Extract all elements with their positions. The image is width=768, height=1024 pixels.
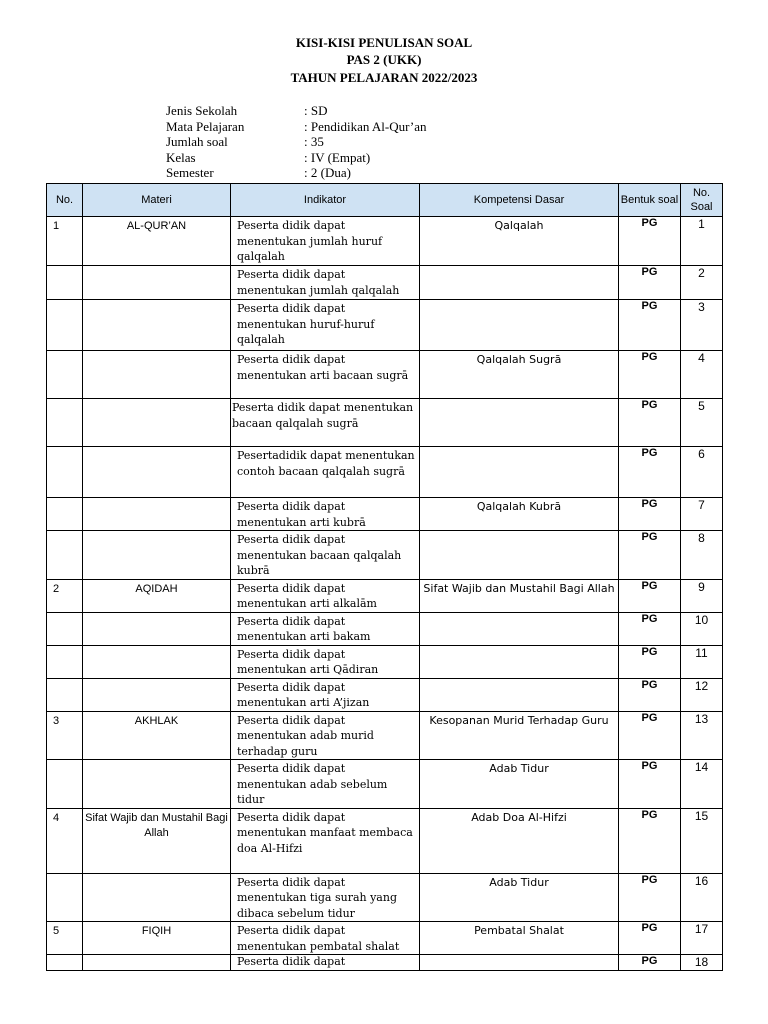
cell-indikator: Peserta didik dapat menentukan arti Qādiran bbox=[231, 645, 420, 678]
cell-no bbox=[47, 645, 83, 678]
cell-materi bbox=[83, 760, 231, 809]
cell-indikator: Peserta didik dapat menentukan tiga surah yang dibaca sebelum tidur bbox=[231, 873, 420, 922]
meta-row bbox=[166, 103, 427, 119]
document-subtitle: PAS 2 (UKK) bbox=[346, 52, 422, 67]
school-year: TAHUN PELAJARAN 2022/2023 bbox=[290, 70, 478, 85]
cell-materi bbox=[83, 678, 231, 711]
cell-indikator: Peserta didik dapat menentukan bacaan qalqalah kubrā bbox=[231, 531, 420, 580]
cell-no-soal: 8 bbox=[681, 531, 723, 580]
cell-no bbox=[47, 873, 83, 922]
meta-label: Kelas bbox=[166, 149, 196, 165]
cell-no bbox=[47, 447, 83, 498]
table-row bbox=[47, 351, 723, 399]
cell-no: 5 bbox=[47, 922, 83, 955]
cell-bentuk-soal: PG bbox=[619, 645, 681, 678]
cell-kompetensi-dasar: Pembatal Shalat bbox=[420, 922, 619, 955]
cell-bentuk-soal: PG bbox=[619, 808, 681, 873]
cell-no bbox=[47, 300, 83, 351]
cell-bentuk-soal: PG bbox=[619, 612, 681, 645]
table-row bbox=[47, 531, 723, 580]
cell-indikator: Peserta didik dapat menentukan bacaan qalqalah sugrā bbox=[231, 399, 420, 447]
header-no: No. bbox=[47, 184, 83, 217]
table-row bbox=[47, 498, 723, 531]
header-kompetensi-dasar: Kompetensi Dasar bbox=[420, 184, 619, 217]
cell-materi bbox=[83, 266, 231, 300]
cell-kompetensi-dasar bbox=[420, 531, 619, 580]
cell-bentuk-soal: PG bbox=[619, 300, 681, 351]
cell-materi: FIQIH bbox=[83, 922, 231, 955]
cell-no-soal: 9 bbox=[681, 579, 723, 612]
meta-row bbox=[166, 134, 427, 150]
cell-kompetensi-dasar bbox=[420, 300, 619, 351]
cell-materi bbox=[83, 351, 231, 399]
cell-bentuk-soal: PG bbox=[619, 873, 681, 922]
table-row bbox=[47, 873, 723, 922]
cell-no-soal: 15 bbox=[681, 808, 723, 873]
cell-materi bbox=[83, 447, 231, 498]
cell-no-soal: 3 bbox=[681, 300, 723, 351]
cell-no-soal: 10 bbox=[681, 612, 723, 645]
cell-kompetensi-dasar: Sifat Wajib dan Mustahil Bagi Allah bbox=[420, 579, 619, 612]
cell-bentuk-soal: PG bbox=[619, 447, 681, 498]
cell-no-soal: 17 bbox=[681, 922, 723, 955]
cell-materi bbox=[83, 498, 231, 531]
meta-value: : 35 bbox=[304, 134, 324, 149]
cell-materi: AQIDAH bbox=[83, 579, 231, 612]
cell-indikator: Peserta didik dapat menentukan jumlah qalqalah bbox=[231, 266, 420, 300]
cell-no bbox=[47, 399, 83, 447]
meta-row bbox=[166, 119, 427, 135]
kisi-kisi-table bbox=[46, 183, 723, 971]
cell-indikator: Peserta didik dapat menentukan jumlah huruf qalqalah bbox=[231, 217, 420, 266]
cell-indikator: Peserta didik dapat menentukan arti A’jizan bbox=[231, 678, 420, 711]
cell-bentuk-soal: PG bbox=[619, 266, 681, 300]
document-title: KISI-KISI PENULISAN SOAL bbox=[295, 35, 473, 50]
cell-no-soal: 5 bbox=[681, 399, 723, 447]
meta-label: Jenis Sekolah bbox=[166, 103, 238, 118]
table-row bbox=[47, 579, 723, 612]
cell-materi: AKHLAK bbox=[83, 711, 231, 760]
cell-kompetensi-dasar: Adab Doa Al-Hifzi bbox=[420, 808, 619, 873]
cell-indikator: Peserta didik dapat menentukan manfaat membaca doa Al-Hifzi bbox=[231, 808, 420, 873]
cell-kompetensi-dasar bbox=[420, 447, 619, 498]
cell-bentuk-soal: PG bbox=[619, 217, 681, 266]
cell-indikator: Peserta didik dapat menentukan adab murid terhadap guru bbox=[231, 711, 420, 760]
cell-no bbox=[47, 760, 83, 809]
meta-value: : 2 (Dua) bbox=[304, 165, 351, 180]
cell-kompetensi-dasar: Kesopanan Murid Terhadap Guru bbox=[420, 711, 619, 760]
header-bentuk-soal: Bentuk soal bbox=[619, 184, 681, 217]
table-row bbox=[47, 300, 723, 351]
meta-value: : Pendidikan Al-Qur’an bbox=[304, 118, 427, 134]
table-row bbox=[47, 266, 723, 300]
cell-no: 3 bbox=[47, 711, 83, 760]
cell-no-soal: 18 bbox=[681, 955, 723, 971]
cell-bentuk-soal: PG bbox=[619, 760, 681, 809]
cell-indikator: Peserta didik dapat menentukan adab sebelum tidur bbox=[231, 760, 420, 809]
cell-no-soal: 6 bbox=[681, 447, 723, 498]
table-row bbox=[47, 447, 723, 498]
table-row bbox=[47, 217, 723, 266]
cell-no bbox=[47, 266, 83, 300]
cell-bentuk-soal: PG bbox=[619, 922, 681, 955]
meta-value: : SD bbox=[304, 103, 328, 118]
cell-no-soal: 1 bbox=[681, 217, 723, 266]
cell-indikator: Peserta didik dapat menentukan arti kubrā bbox=[231, 498, 420, 531]
cell-bentuk-soal: PG bbox=[619, 955, 681, 971]
cell-kompetensi-dasar bbox=[420, 678, 619, 711]
cell-indikator: Peserta didik dapat menentukan arti alkalām bbox=[231, 579, 420, 612]
cell-materi bbox=[83, 873, 231, 922]
cell-kompetensi-dasar: Qalqalah bbox=[420, 217, 619, 266]
cell-indikator: Peserta didik dapat menentukan huruf-huruf qalqalah bbox=[231, 300, 420, 351]
cell-no bbox=[47, 351, 83, 399]
meta-value: : IV (Empat) bbox=[304, 149, 371, 165]
header-materi: Materi bbox=[83, 184, 231, 217]
cell-bentuk-soal: PG bbox=[619, 579, 681, 612]
cell-bentuk-soal: PG bbox=[619, 531, 681, 580]
identity-block bbox=[166, 103, 427, 181]
cell-indikator: Peserta didik dapat menentukan pembatal shalat bbox=[231, 922, 420, 955]
cell-bentuk-soal: PG bbox=[619, 399, 681, 447]
cell-kompetensi-dasar: Qalqalah Kubrā bbox=[420, 498, 619, 531]
header-no-soal: No. Soal bbox=[681, 184, 723, 217]
cell-kompetensi-dasar bbox=[420, 266, 619, 300]
meta-row bbox=[166, 150, 427, 166]
table-row bbox=[47, 678, 723, 711]
cell-kompetensi-dasar bbox=[420, 645, 619, 678]
cell-no: 4 bbox=[47, 808, 83, 873]
cell-no-soal: 13 bbox=[681, 711, 723, 760]
table-row bbox=[47, 955, 723, 971]
meta-row bbox=[166, 165, 427, 181]
table-row bbox=[47, 808, 723, 873]
table-row bbox=[47, 399, 723, 447]
cell-no bbox=[47, 498, 83, 531]
cell-no-soal: 14 bbox=[681, 760, 723, 809]
cell-bentuk-soal: PG bbox=[619, 711, 681, 760]
table-row bbox=[47, 760, 723, 809]
cell-indikator: Peserta didik dapat menentukan arti bacaan sugrā bbox=[231, 351, 420, 399]
cell-no-soal: 11 bbox=[681, 645, 723, 678]
cell-materi bbox=[83, 300, 231, 351]
meta-label: Jumlah soal bbox=[166, 134, 228, 149]
cell-kompetensi-dasar: Qalqalah Sugrā bbox=[420, 351, 619, 399]
cell-no bbox=[47, 955, 83, 971]
cell-no-soal: 7 bbox=[681, 498, 723, 531]
cell-no bbox=[47, 531, 83, 580]
table-row bbox=[47, 922, 723, 955]
cell-no bbox=[47, 678, 83, 711]
cell-kompetensi-dasar bbox=[420, 612, 619, 645]
header-indikator: Indikator bbox=[231, 184, 420, 217]
cell-kompetensi-dasar bbox=[420, 399, 619, 447]
cell-materi bbox=[83, 399, 231, 447]
cell-no-soal: 12 bbox=[681, 678, 723, 711]
cell-indikator: Peserta didik dapat bbox=[231, 955, 420, 971]
table-header-row bbox=[47, 184, 723, 217]
cell-indikator: Peserta didik dapat menentukan arti bakam bbox=[231, 612, 420, 645]
cell-materi bbox=[83, 955, 231, 971]
table-row bbox=[47, 645, 723, 678]
cell-indikator: Pesertadidik dapat menentukan contoh bacaan qalqalah sugrā bbox=[231, 447, 420, 498]
cell-bentuk-soal: PG bbox=[619, 678, 681, 711]
cell-bentuk-soal: PG bbox=[619, 498, 681, 531]
cell-no-soal: 2 bbox=[681, 266, 723, 300]
cell-no bbox=[47, 612, 83, 645]
table-row bbox=[47, 711, 723, 760]
cell-no: 2 bbox=[47, 579, 83, 612]
cell-kompetensi-dasar bbox=[420, 955, 619, 971]
cell-materi: Sifat Wajib dan Mustahil Bagi Allah bbox=[83, 808, 231, 873]
cell-no: 1 bbox=[47, 217, 83, 266]
cell-no-soal: 4 bbox=[681, 351, 723, 399]
table-row bbox=[47, 612, 723, 645]
cell-materi: AL-QUR’AN bbox=[83, 217, 231, 266]
meta-label: Mata Pelajaran bbox=[166, 118, 245, 134]
cell-kompetensi-dasar: Adab Tidur bbox=[420, 760, 619, 809]
cell-no-soal: 16 bbox=[681, 873, 723, 922]
cell-materi bbox=[83, 645, 231, 678]
cell-materi bbox=[83, 531, 231, 580]
cell-bentuk-soal: PG bbox=[619, 351, 681, 399]
meta-label: Semester bbox=[166, 165, 214, 180]
cell-materi bbox=[83, 612, 231, 645]
cell-kompetensi-dasar: Adab Tidur bbox=[420, 873, 619, 922]
